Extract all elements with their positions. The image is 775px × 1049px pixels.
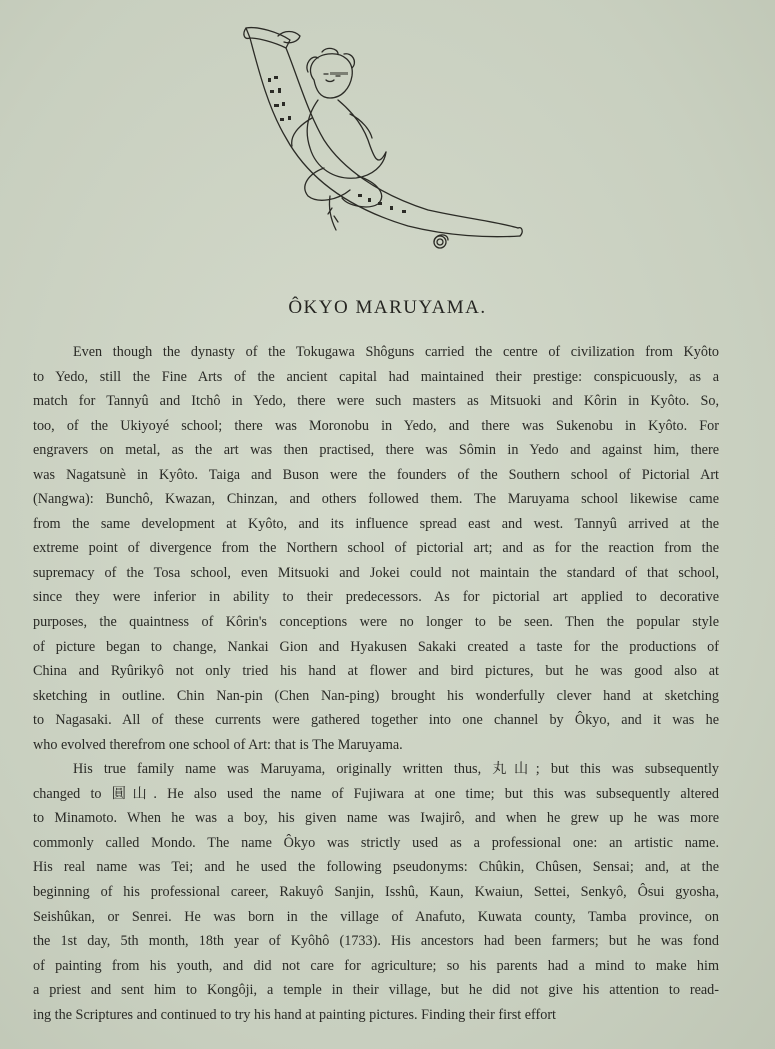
- text-line: to Minamoto. When he was a boy, his given name was Iwajirô, and when he grew up he was more: [33, 810, 719, 827]
- text-line: (Nangwa): Bunchô, Kwazan, Chinzan, and others followed them. The Maruyama school likewise came: [33, 491, 719, 508]
- article-body: [33, 340, 719, 1027]
- scroll-reader-illustration: [238, 18, 528, 268]
- text-line: beginning of his professional career, Rakuyô Sanjin, Isshû, Kaun, Kwaiun, Settei, Senkyô, Ôsui gyosha,: [33, 884, 719, 901]
- text-line: was Nagatsunè in Kyôto. Taiga and Buson were the founders of the Southern school of Pictorial Art: [33, 466, 719, 483]
- article-title: ÔKYO MARUYAMA.: [288, 297, 487, 318]
- paragraph-1: [33, 340, 719, 757]
- text-line: the 1st day, 5th month, 18th year of Kyôhô (1733). His ancestors had been farmers; but he was fond: [33, 933, 719, 950]
- text-line: extreme point of divergence from the Northern school of pictorial art; and as for the reaction from the: [33, 540, 719, 557]
- text-line: to Yedo, still the Fine Arts of the ancient capital had maintained their prestige: conspicuously, as a: [33, 368, 719, 385]
- text-line: His real name was Tei; and he used the following pseudonyms: Chûkin, Chûsen, Sensai; and, at the: [33, 859, 719, 876]
- text-line: a priest and sent him to Kongôji, a temple in their village, but he did not give his attention to read-: [33, 982, 719, 999]
- text-line: purposes, the quaintness of Kôrin's conceptions were no longer to be seen. Then the popular style: [33, 614, 719, 631]
- text-line: China and Ryûrikyô not only tried his hand at flower and bird pictures, but he was good also at: [33, 663, 719, 680]
- text-line: changed to 圓山. He also used the name of Fujiwara at one time; but this was subsequently altered: [33, 785, 719, 802]
- text-line: too, of the Ukiyoyé school; there was Moronobu in Yedo, and there was Sukenobu in Kyôto. For: [33, 417, 719, 434]
- text-line: Even though the dynasty of the Tokugawa Shôguns carried the centre of civilization from Kyôto: [73, 344, 719, 360]
- text-line: Seishûkan, or Senrei. He was born in the village of Anafuto, Kuwata county, Tamba province, on: [33, 908, 719, 925]
- text-line: His true family name was Maruyama, originally written thus, 丸山; but this was subsequently: [73, 761, 719, 778]
- paragraph-2: [33, 757, 719, 1027]
- text-line: supremacy of the Tosa school, even Mitsuoki and Jokei could not maintain the standard of that school,: [33, 564, 719, 581]
- text-line: match for Tannyû and Itchô in Yedo, there were such masters as Mitsuoki and Kôrin in Kyôto. So,: [33, 393, 719, 410]
- text-line: of painting from his youth, and did not care for agriculture; so his parents had a mind to make him: [33, 957, 719, 974]
- text-line: from the same development at Kyôto, and its influence spread east and west. Tannyû arrived at the: [33, 515, 719, 532]
- text-line: since they were inferior in ability to their predecessors. As for pictorial art applied to decorative: [33, 589, 719, 606]
- text-line: sketching in outline. Chin Nan-pin (Chen Nan-ping) brought his wonderfully clever hand at sketching: [33, 687, 719, 704]
- text-line: ing the Scriptures and continued to try his hand at painting pictures. Finding their first effort: [33, 1006, 556, 1023]
- text-line: to Nagasaki. All of these currents were gathered together into one channel by Ôkyo, and it was he: [33, 712, 719, 729]
- text-line: of picture began to change, Nankai Gion and Hyakusen Sakaki created a taste for the productions of: [33, 638, 719, 655]
- text-line: engravers on metal, as the art was then practised, there was Sômin in Yedo and against him, there: [33, 442, 719, 459]
- text-line: who evolved therefrom one school of Art: that is The Maruyama.: [33, 736, 403, 753]
- text-line: commonly called Mondo. The name Ôkyo was strictly used as a professional one: an artistic name.: [33, 834, 719, 851]
